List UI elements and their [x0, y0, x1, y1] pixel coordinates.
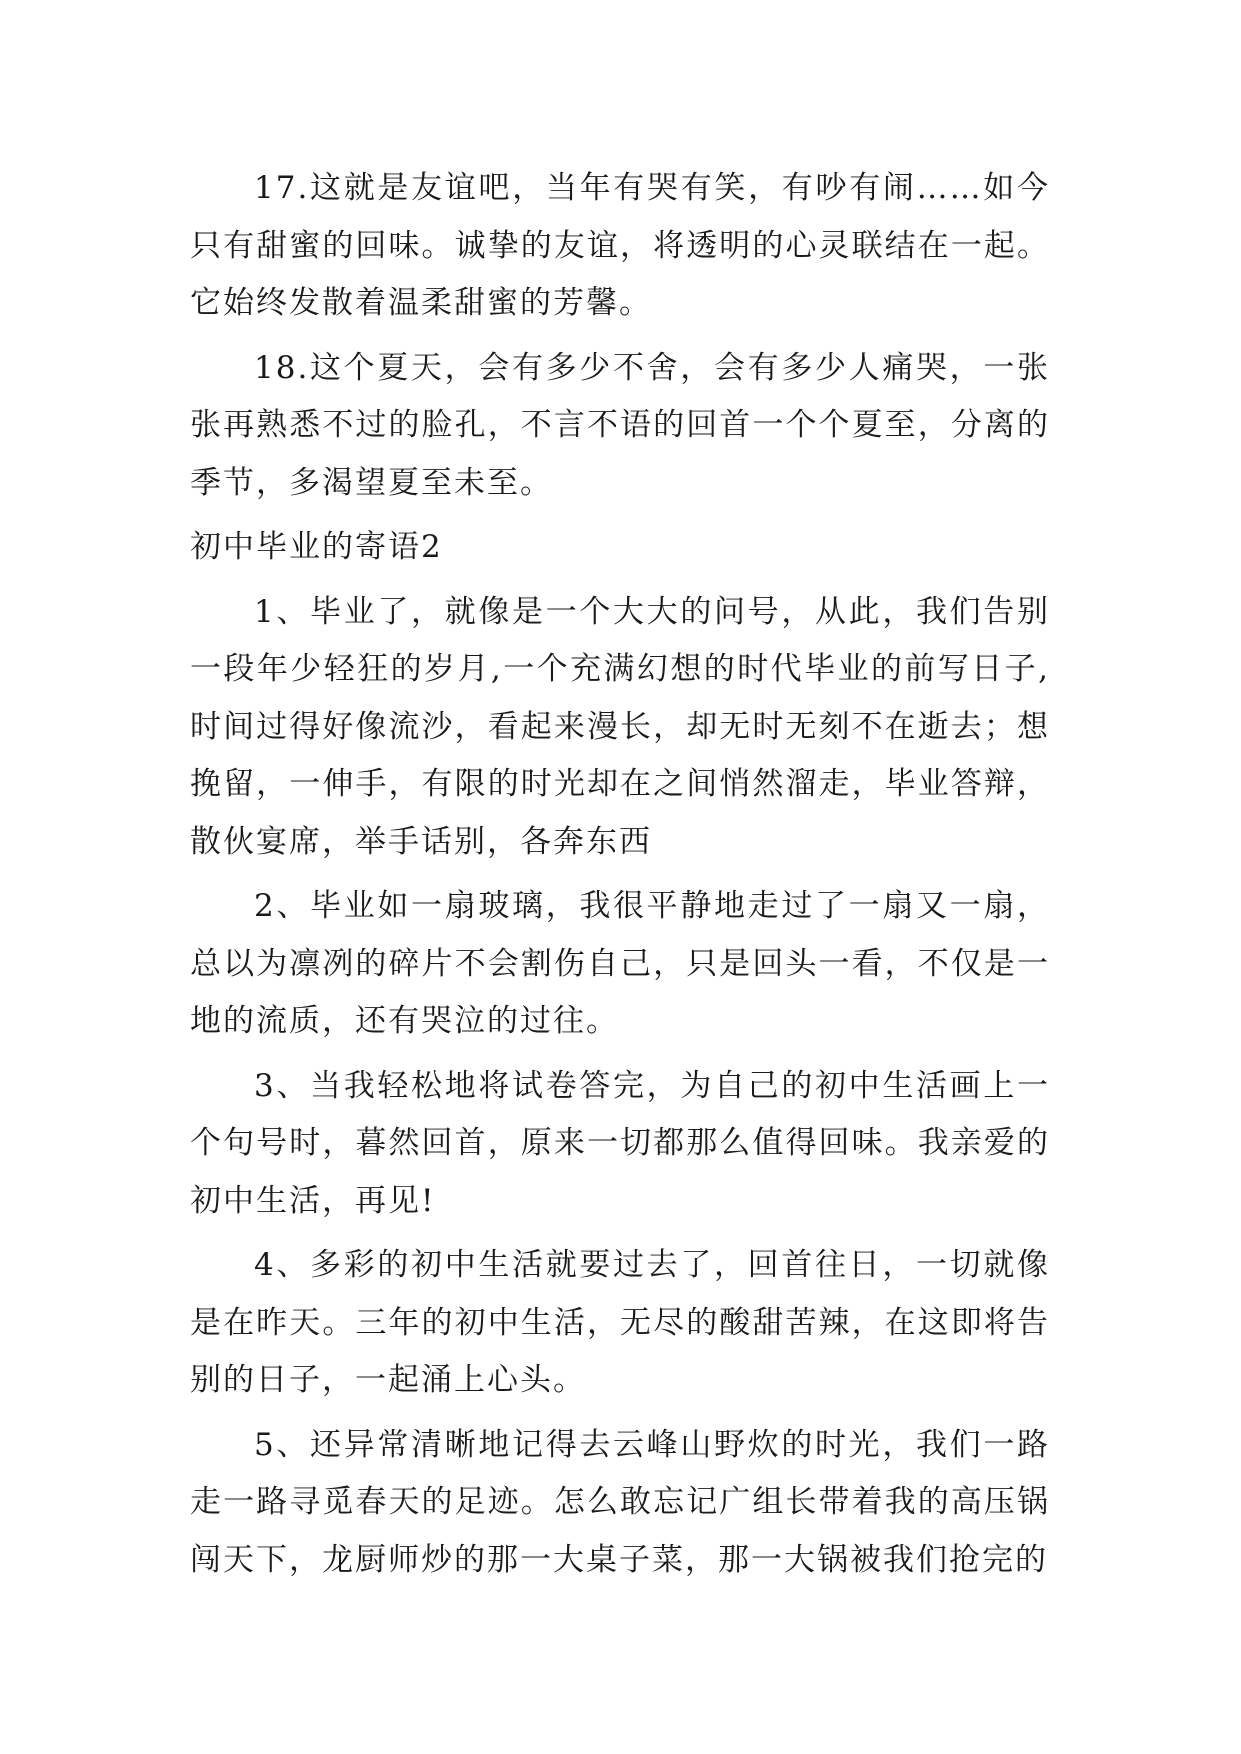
paragraph-2: 2、毕业如一扇玻璃，我很平静地走过了一扇又一扇，总以为凛冽的碎片不会割伤自己，只是回头一看，不仅是一地的流质，还有哭泣的过往。 — [190, 888, 1050, 1039]
paragraph-5: 5、还异常清晰地记得去云峰山野炊的时光，我们一路走一路寻觅春天的足迹。怎么敢忘记广组长带着我的高压锅闯天下，龙厨师炒的那一大桌子菜，那一大锅被我们抢完的 — [190, 1426, 1050, 1578]
section-heading: 初中毕业的寄语2 — [190, 529, 443, 565]
paragraph-1: 1、毕业了，就像是一个大大的问号，从此，我们告别一段年少轻狂的岁月,一个充满幻想的时代毕业的前写日子,时间过得好像流沙，看起来漫长，却无时无刻不在逝去；想挽留，一伸手，有限的时光却在之间悄然溜走，毕业答辩，散伙宴席，举手话别，各奔东西 — [190, 593, 1050, 860]
paragraph-4: 4、多彩的初中生活就要过去了，回首往日，一切就像是在昨天。三年的初中生活，无尽的酸甜苦辣，在这即将告别的日子，一起涌上心头。 — [190, 1247, 1050, 1398]
paragraph-3: 3、当我轻松地将试卷答完，为自己的初中生活画上一个句号时，暮然回首，原来一切都那么值得回味。我亲爱的初中生活，再见! — [190, 1067, 1050, 1219]
paragraph-18: 18.这个夏天，会有多少不舍，会有多少人痛哭，一张张再熟悉不过的脸孔，不言不语的回首一个个夏至，分离的季节，多渴望夏至未至。 — [190, 349, 1050, 501]
document-body — [190, 160, 1050, 1596]
paragraph-17: 17.这就是友谊吧，当年有哭有笑，有吵有闹……如今只有甜蜜的回味。诚挚的友谊，将透明的心灵联结在一起。它始终发散着温柔甜蜜的芳馨。 — [190, 170, 1050, 321]
